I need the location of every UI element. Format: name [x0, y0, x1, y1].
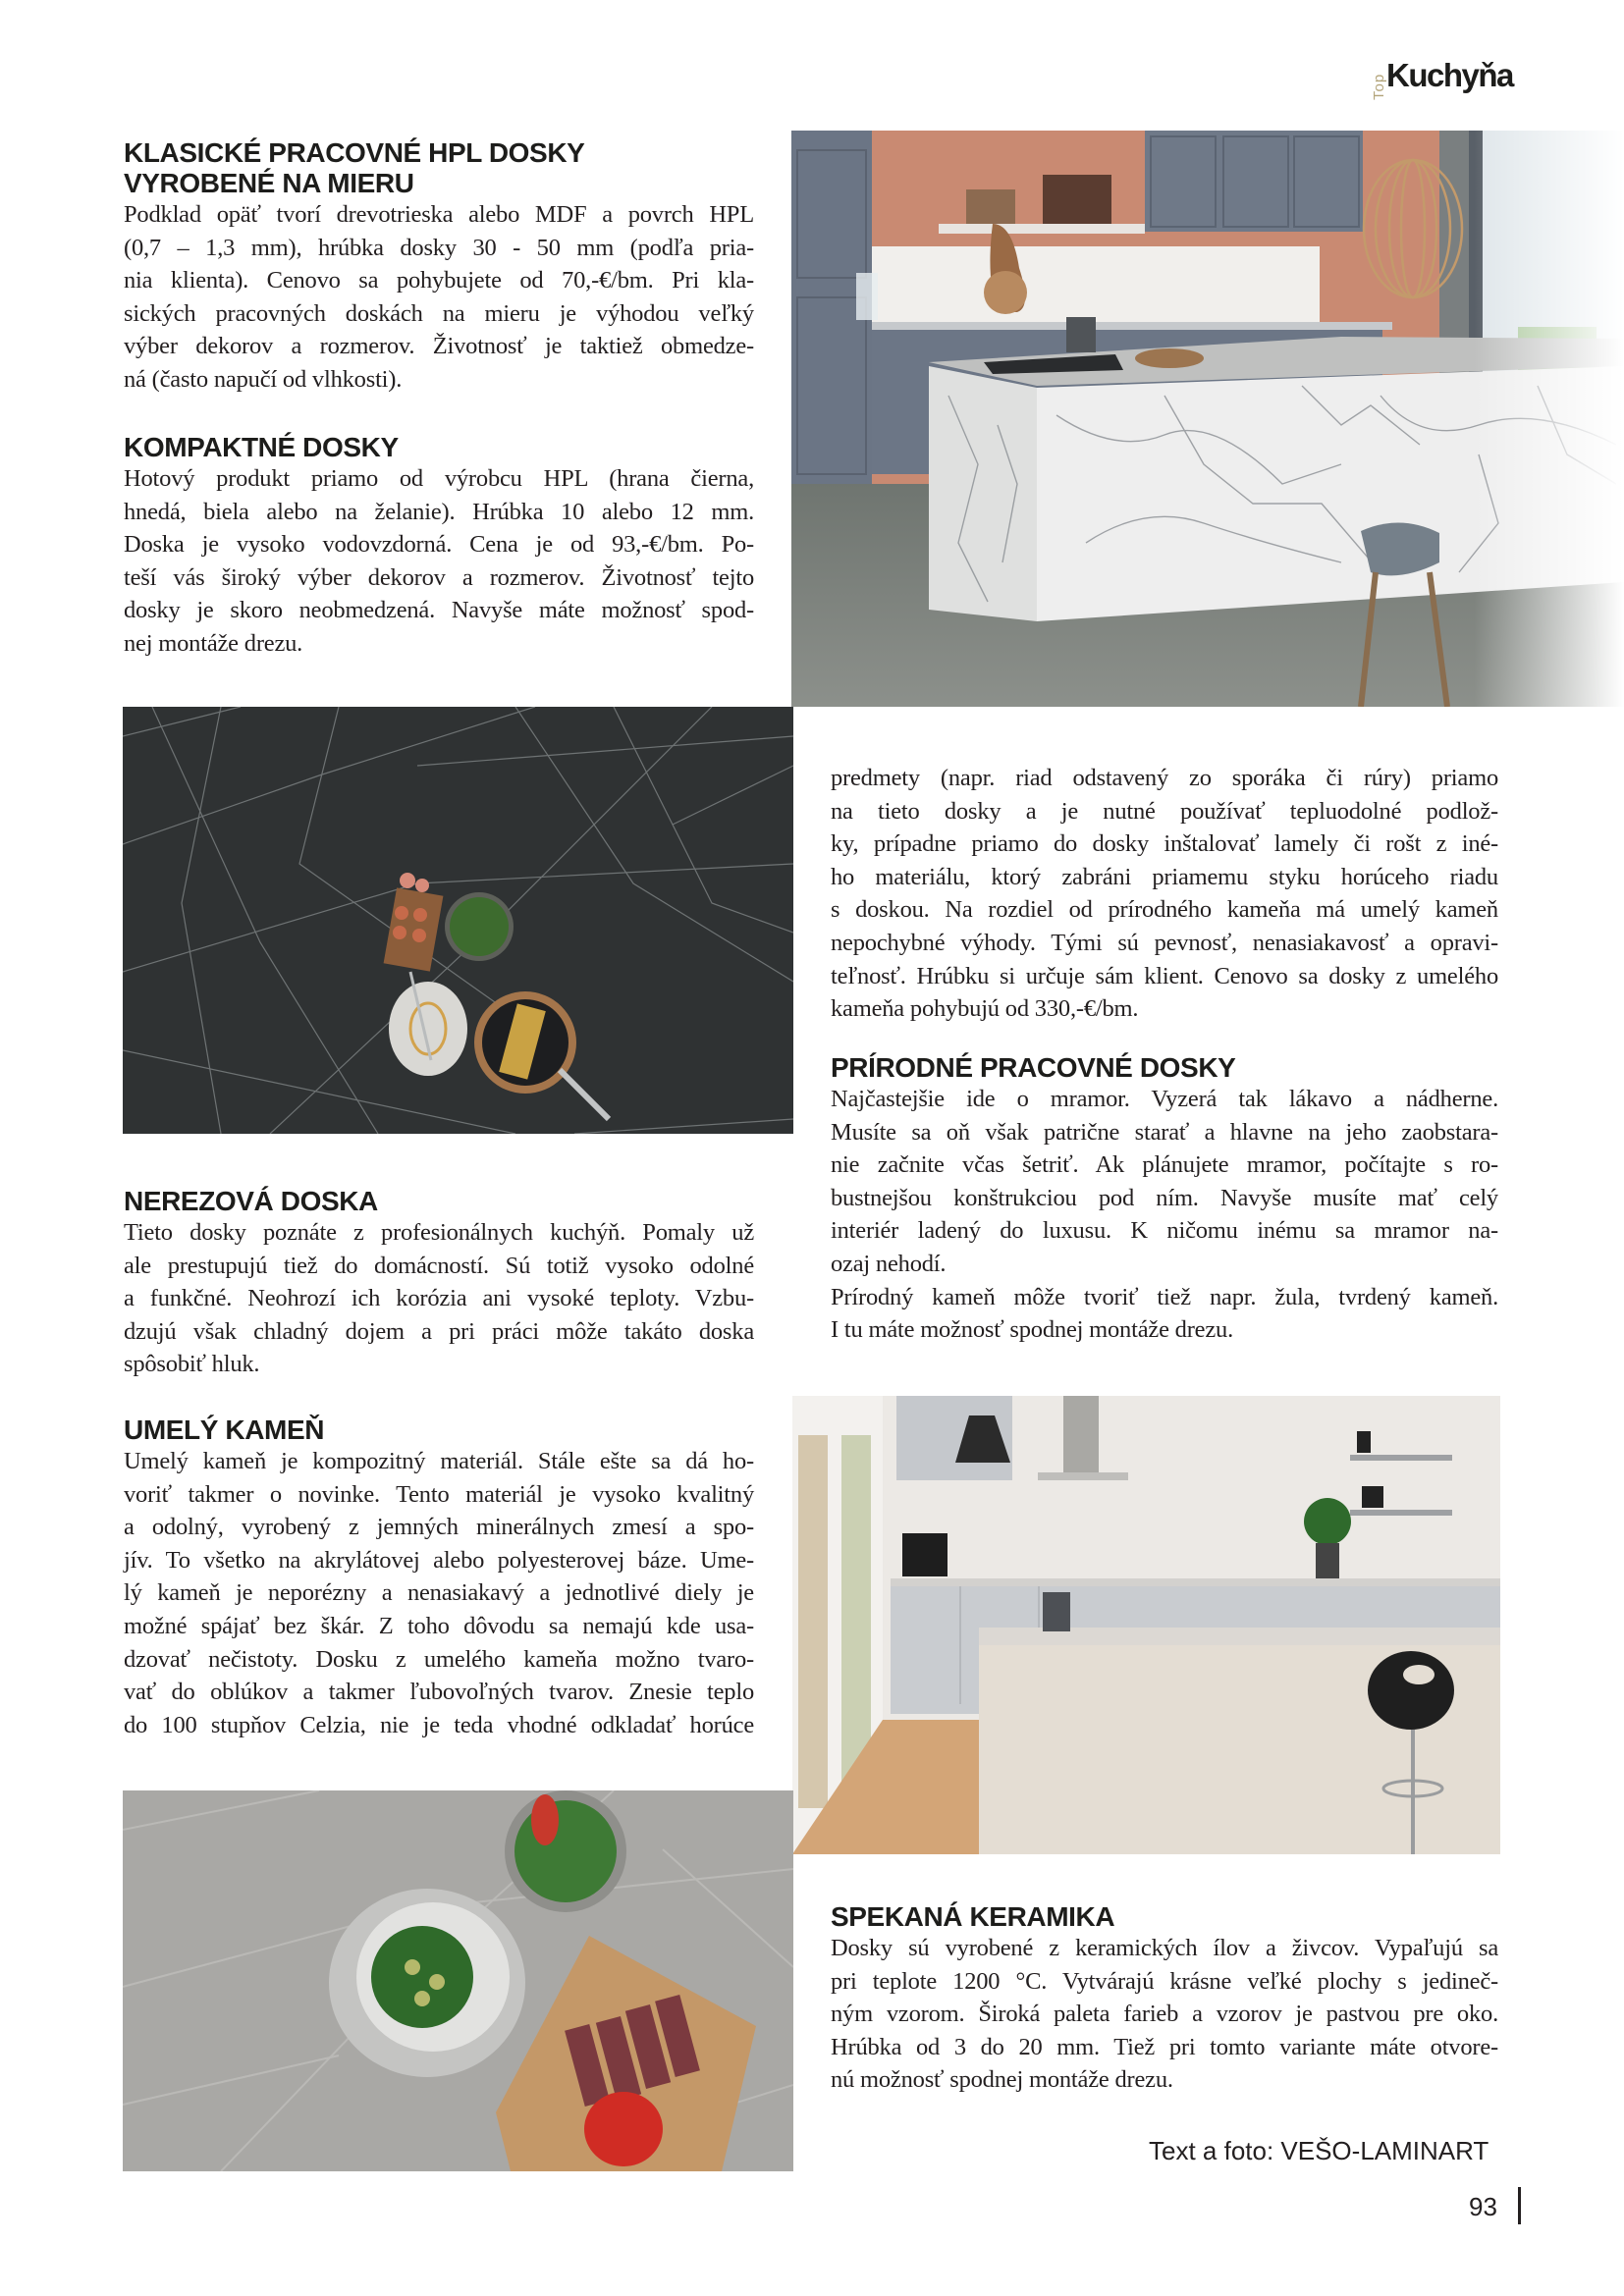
body-line: do 100 stupňov Celzia, nie je teda vhodné odkladať horúce: [124, 1711, 754, 1738]
section-body: [831, 1083, 1498, 1347]
section-klasicke-hpl: [124, 137, 754, 397]
body-line: dosky je skoro neobmedzená. Navyše máte možnosť spod-: [124, 597, 754, 624]
body-line: možné spájať bez škár. Z toho dôvodu sa nemajú kde usa-: [124, 1612, 754, 1639]
section-nerezova: [124, 1186, 754, 1381]
page-number: 93: [1469, 2192, 1497, 2221]
body-line: ná (často napučí od vlhkosti).: [124, 365, 403, 393]
photo-dark-marble-food: [123, 707, 793, 1134]
body-line: lý kameň je neporézny a nenasiakavý a jednotlivé diely je: [124, 1579, 754, 1607]
body-line: Najčastejšie ide o mramor. Vyzerá tak lákavo a nádherne.: [831, 1086, 1498, 1112]
section-kompaktne: [124, 432, 754, 661]
body-line: Podklad opäť tvorí drevotrieska alebo MDF a povrch HPL: [124, 201, 754, 228]
body-line: ale prestupujú tiež do domácností. Sú totiž vysoko odolné: [124, 1252, 754, 1279]
section-body: [831, 1932, 1498, 2097]
body-line: a odolný, vyrobený z jemných minerálnych zmesí a spo-: [124, 1514, 754, 1541]
body-line: Dosky sú vyrobené z keramických ílov a živcov. Vypaľujú sa: [831, 1935, 1498, 1961]
body-line: nia klienta). Cenovo sa pohybujete od 70,-€/bm. Pri kla-: [124, 267, 754, 294]
title-line: KLASICKÉ PRACOVNÉ HPL DOSKY: [124, 137, 585, 168]
body-line: Musíte sa oň však patrične starať a hlavne na jeho zaobstara-: [831, 1118, 1498, 1146]
section-title: [124, 137, 754, 198]
title-line: UMELÝ KAMEŇ: [124, 1415, 325, 1445]
body-line: s doskou. Na rozdiel od prírodného kameňa má umelý kameň: [831, 896, 1498, 924]
section-body: [124, 1445, 754, 1741]
body-line: Hotový produkt priamo od výrobcu HPL (hrana čierna,: [124, 465, 754, 492]
body-line: ho materiálu, ktorý zabráni priamemu styku horúceho riadu: [831, 863, 1498, 890]
body-line: ozaj nehodí.: [831, 1250, 947, 1277]
body-line: hnedá, biela alebo na želanie). Hrúbka 10 alebo 12 mm.: [124, 498, 754, 525]
body-line: nie začnite včas šetriť. Ak plánujete mramor, počítajte s ro-: [831, 1151, 1498, 1179]
magazine-logo: [1371, 57, 1528, 106]
body-line: nepochybné výhody. Tými sú pevnosť, nenasiakavosť a opravi-: [831, 929, 1498, 956]
photo-credit: Text a foto: VEŠO-LAMINART: [1149, 2136, 1489, 2165]
body-line: bustnejšou konštrukciou pod ním. Navyše musíte mať celý: [831, 1184, 1498, 1211]
body-line: dzujú však chladný dojem a pri práci môže takáto doska: [124, 1317, 754, 1345]
title-line: KOMPAKTNÉ DOSKY: [124, 432, 399, 462]
body-line: nej montáže drezu.: [124, 629, 303, 657]
body-line: voriť takmer o novinke. Tento materiál je vysoko kvalitný: [124, 1480, 754, 1508]
body-line: pri teplote 1200 °C. Vytvárajú krásne veľké plochy s jedineč-: [831, 1967, 1498, 1995]
section-title: [124, 1415, 754, 1445]
section-body: [124, 198, 754, 397]
section-title: [124, 432, 754, 462]
logo-top-text: Top: [1371, 73, 1387, 100]
body-line: teľnosť. Hrúbku si určuje sám klient. Cenovo sa dosky z umelého: [831, 962, 1498, 989]
title-line: PRÍRODNÉ PRACOVNÉ DOSKY: [831, 1052, 1236, 1083]
body-line: spôsobiť hluk.: [124, 1351, 260, 1378]
photo-grey-stone-food: [123, 1790, 793, 2171]
body-line: interiér ladený do luxusu. K ničomu inému sa mramor na-: [831, 1217, 1498, 1245]
body-line: kameňa pohybujú od 330,-€/bm.: [831, 995, 1139, 1023]
section-title: [124, 1186, 754, 1216]
body-line: Prírodný kameň môže tvoriť tiež napr. žula, tvrdený kameň.: [831, 1283, 1498, 1310]
section-umely-kamen: [124, 1415, 754, 1741]
title-line: VYROBENÉ NA MIERU: [124, 168, 414, 198]
section-umely-kamen-continued: [831, 762, 1498, 1026]
section-body: [124, 1216, 754, 1381]
section-prirodne: [831, 1052, 1498, 1347]
section-title: [831, 1052, 1498, 1083]
title-line: SPEKANÁ KERAMIKA: [831, 1901, 1115, 1932]
body-line: jív. To všetko na akrylátovej alebo polyesterovej báze. Ume-: [124, 1546, 754, 1574]
body-line: I tu máte možnosť spodnej montáže drezu.: [831, 1316, 1233, 1344]
body-line: Umelý kameň je kompozitný materiál. Stále ešte sa dá ho-: [124, 1448, 754, 1474]
body-line: na tieto dosky a je nutné používať tepluodolné podlož-: [831, 797, 1498, 825]
body-line: (0,7 – 1,3 mm), hrúbka dosky 30 - 50 mm (podľa pria-: [124, 234, 754, 261]
body-line: výber dekorov a rozmerov. Životnosť je taktiež obmedze-: [124, 333, 754, 360]
body-line: nú možnosť spodnej montáže drezu.: [831, 2066, 1173, 2094]
body-line: teší vás široký výber dekorov a rozmerov. Životnosť tejto: [124, 563, 754, 591]
body-line: sických pracovných doskách na mieru je výhodou veľký: [124, 299, 754, 327]
title-line: NEREZOVÁ DOSKA: [124, 1186, 378, 1216]
body-line: ky, prípadne priamo do dosky inštalovať lamely či rošt z iné-: [831, 830, 1498, 858]
body-line: Doska je vysoko vodovzdorná. Cena je od 93,-€/bm. Po-: [124, 531, 754, 559]
section-spekana-keramika: [831, 1901, 1498, 2097]
section-title: [831, 1901, 1498, 1932]
photo-marble-kitchen: [791, 131, 1624, 707]
body-line: Tieto dosky poznáte z profesionálnych kuchýň. Pomaly už: [124, 1219, 754, 1246]
page-number-divider: [1518, 2187, 1521, 2224]
section-body: [124, 462, 754, 661]
body-line: predmety (napr. riad odstavený zo sporáka či rúry) priamo: [831, 765, 1498, 791]
body-line: dzovať nečistoty. Dosku z umelého kameňa možno tvaro-: [124, 1645, 754, 1673]
body-line: ným vzorom. Široká paleta farieb a vzorov je pastvou pre oko.: [831, 2001, 1498, 2028]
body-line: a funkčné. Neohrozí ich korózia ani vysoké teploty. Vzbu-: [124, 1285, 754, 1312]
body-line: Hrúbka od 3 do 20 mm. Tiež pri tomto variante máte otvore-: [831, 2033, 1498, 2060]
body-line: vať do oblúkov a takmer ľubovoľných tvarov. Znesie teplo: [124, 1679, 754, 1706]
section-body: [831, 762, 1498, 1026]
photo-light-kitchen: [792, 1396, 1500, 1854]
logo-main-text: Kuchyňa: [1386, 57, 1513, 93]
